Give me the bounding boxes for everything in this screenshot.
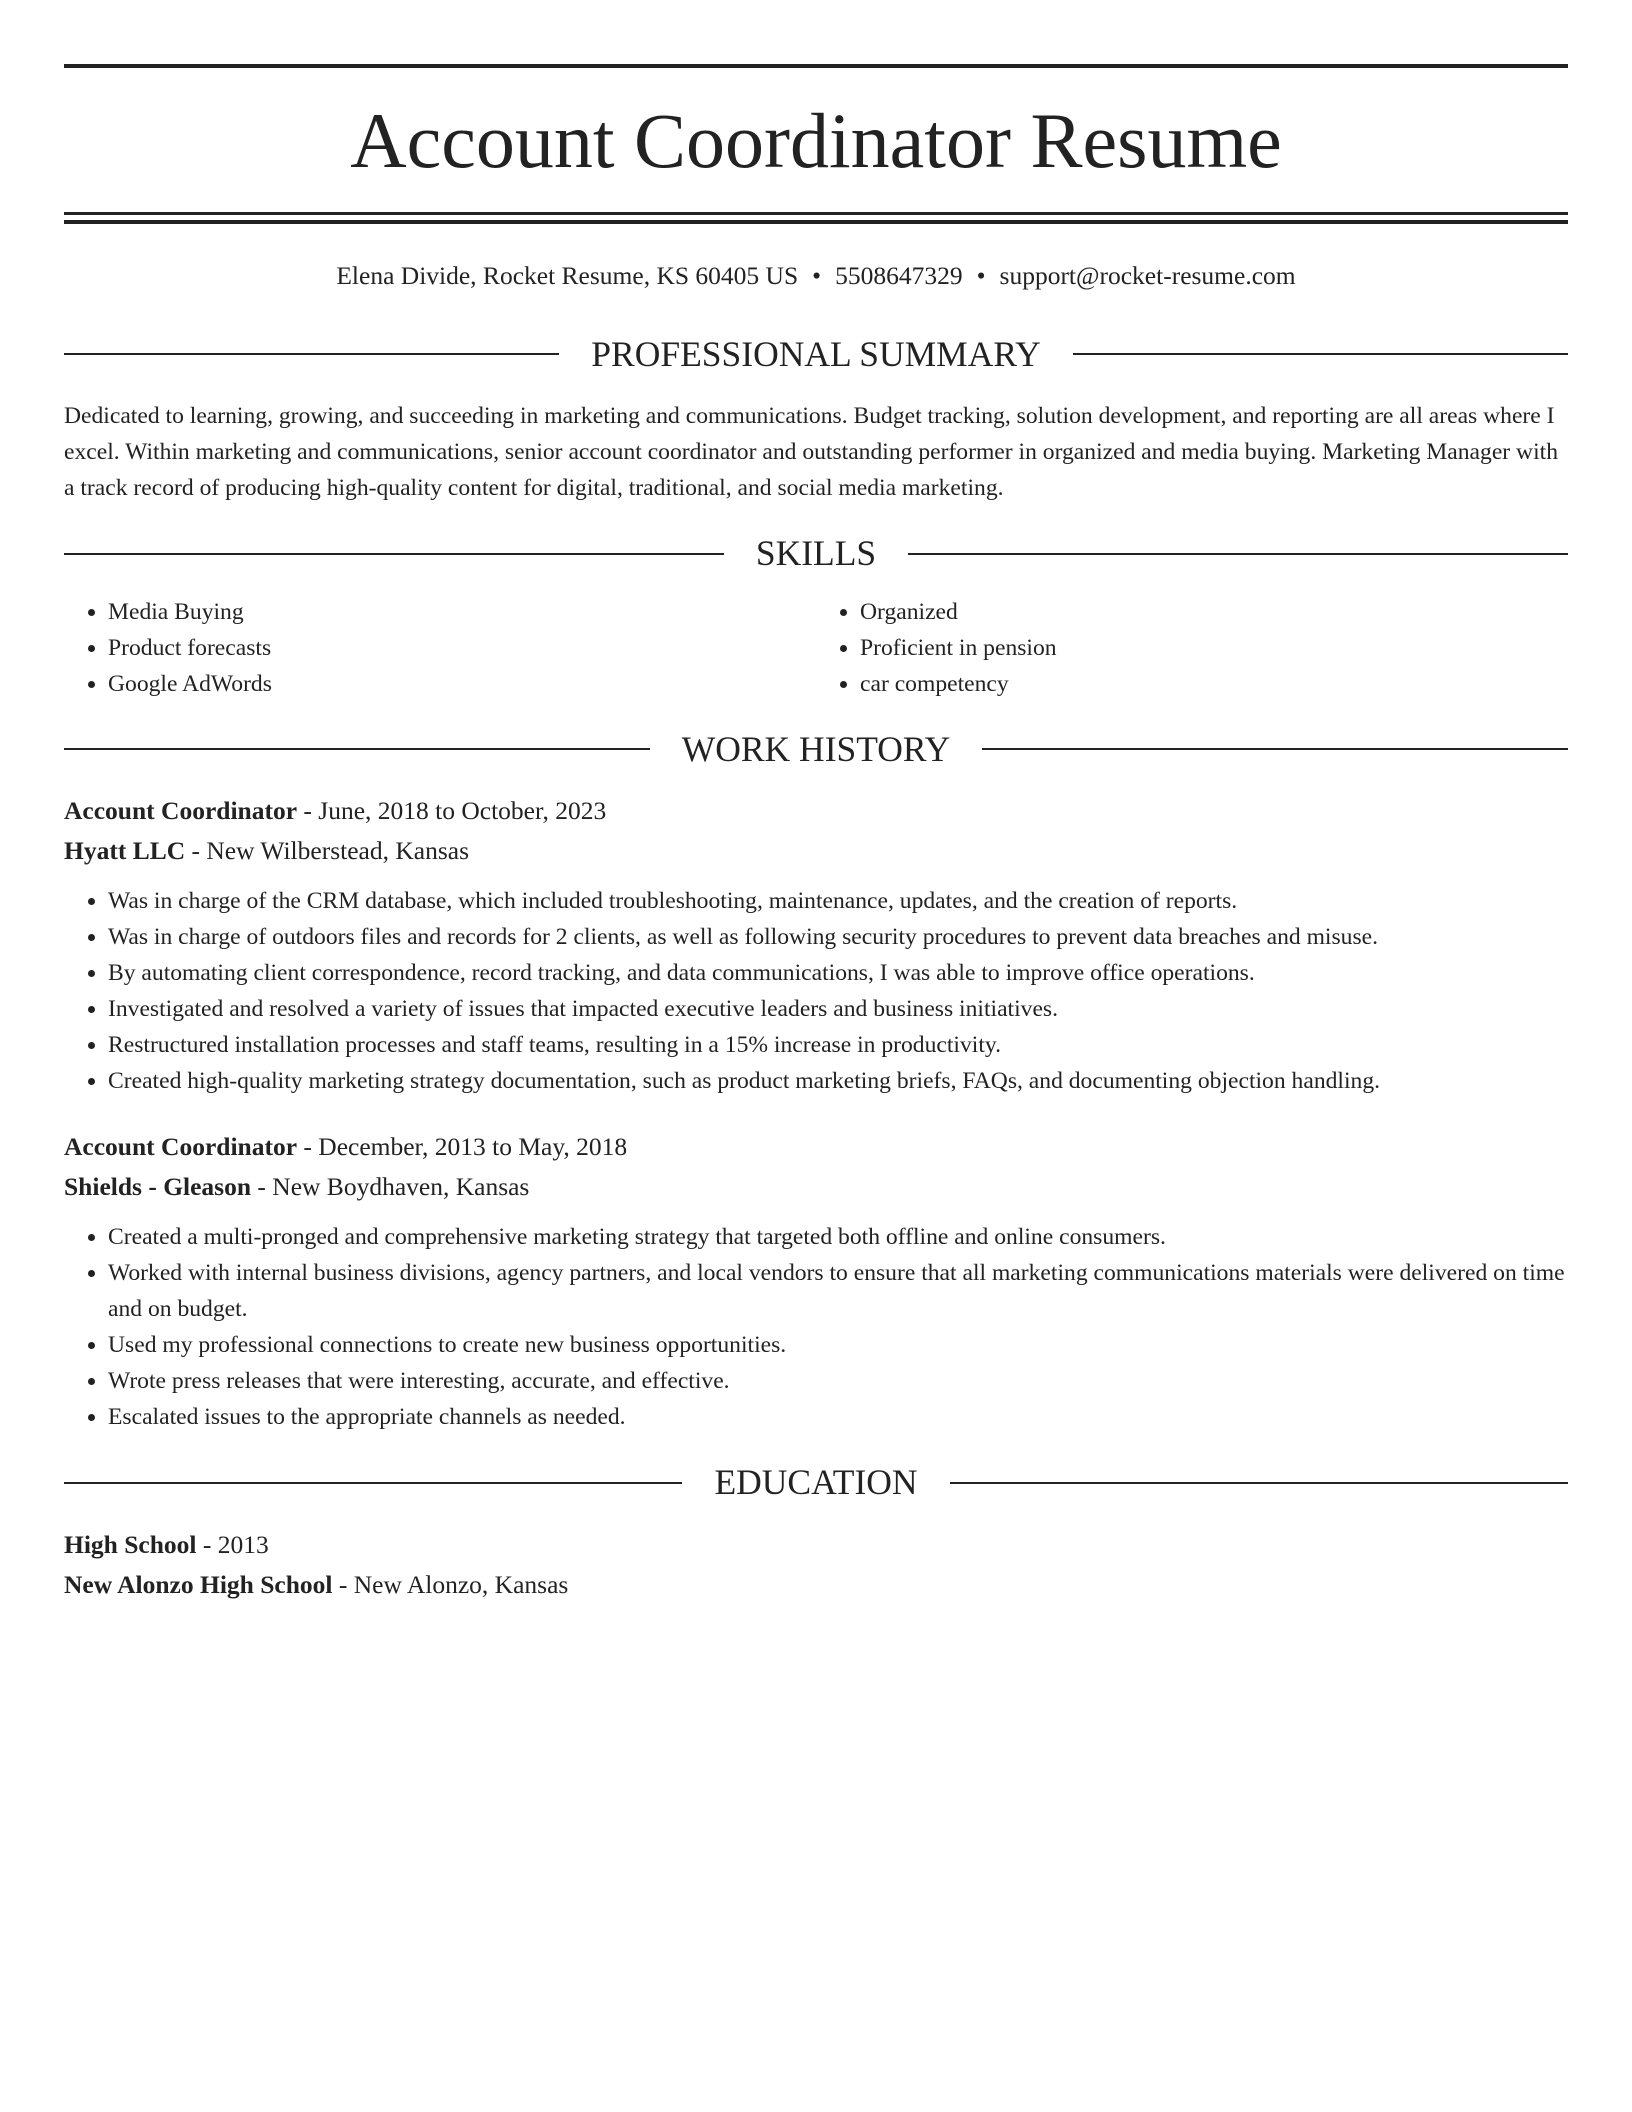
section-divider <box>950 1482 1568 1484</box>
skill-item: • Google AdWords <box>108 666 816 702</box>
skills-column-right <box>816 594 1568 702</box>
section-header-work <box>64 728 1568 769</box>
job-entry <box>64 1127 1568 1435</box>
job-title: Account Coordinator <box>64 1132 298 1161</box>
job-bullet: • Created a multi-pronged and comprehensive marketing strategy that targeted both offline and online consumers. <box>108 1219 1568 1255</box>
section-title: WORK HISTORY <box>681 728 951 769</box>
job-entry <box>64 791 1568 1099</box>
section-divider <box>64 1482 682 1484</box>
job-location: - New Wilberstead, Kansas <box>185 836 469 865</box>
job-dates: - December, 2013 to May, 2018 <box>297 1132 628 1161</box>
skill-item: • Organized <box>860 594 1568 630</box>
job-location: - New Boydhaven, Kansas <box>251 1172 530 1201</box>
job-company: Shields - Gleason <box>64 1172 252 1201</box>
contact-separator: • <box>976 261 986 290</box>
job-company-line <box>64 1167 1568 1207</box>
job-bullet: • Restructured installation processes and staff teams, resulting in a 15% increase in productivity. <box>108 1027 1568 1063</box>
job-bullet: • By automating client correspondence, record tracking, and data communications, I was able to improve office operations. <box>108 955 1568 991</box>
job-bullet: • Escalated issues to the appropriate channels as needed. <box>108 1399 1568 1435</box>
top-rule <box>64 64 1568 68</box>
job-bullets <box>64 1219 1568 1435</box>
summary-text: Dedicated to learning, growing, and succeeding in marketing and communications. Budget tracking, solution development, and reporting are all areas where I excel. Within marketing and communications, senior account coordinator and outstanding performer in organized and media buying. Marketing Manager with a track record of producing high-quality content for digital, traditional, and social media marketing. <box>64 403 1558 501</box>
education-degree-line <box>64 1525 1568 1565</box>
job-bullets <box>64 883 1568 1099</box>
section-divider <box>982 748 1568 750</box>
section-title: SKILLS <box>755 533 877 573</box>
education-school: New Alonzo High School <box>64 1569 333 1599</box>
job-bullet: • Was in charge of the CRM database, which included troubleshooting, maintenance, updates, and the creation of reports. <box>108 883 1568 919</box>
job-title-line <box>64 1127 1568 1167</box>
job-dates: - June, 2018 to October, 2023 <box>297 796 607 825</box>
job-title-line <box>64 791 1568 831</box>
resume-title: Account Coordinator Resume <box>350 97 1282 184</box>
job-company: Hyatt LLC <box>64 836 186 865</box>
contact-email: support@rocket-resume.com <box>999 261 1296 290</box>
section-divider <box>64 353 559 355</box>
contact-phone: 5508647329 <box>835 261 963 290</box>
resume-page <box>64 64 1568 1605</box>
education-degree: High School <box>64 1529 197 1559</box>
skill-item: • Media Buying <box>108 594 816 630</box>
job-bullet: • Created high-quality marketing strategy documentation, such as product marketing briefs, FAQs, and documenting objection handling. <box>108 1063 1568 1099</box>
job-company-line <box>64 831 1568 871</box>
section-title: EDUCATION <box>714 1462 918 1502</box>
section-divider <box>64 553 724 555</box>
education-location: - New Alonzo, Kansas <box>332 1569 569 1599</box>
title-rule-lower <box>64 220 1568 224</box>
skill-item: • Product forecasts <box>108 630 816 666</box>
job-bullet: • Was in charge of outdoors files and records for 2 clients, as well as following security procedures to prevent data breaches and misuse. <box>108 919 1568 955</box>
job-bullet: • Wrote press releases that were interesting, accurate, and effective. <box>108 1363 1568 1399</box>
skills-column-left <box>64 594 816 702</box>
skill-item: • Proficient in pension <box>860 630 1568 666</box>
section-title: PROFESSIONAL SUMMARY <box>591 333 1041 374</box>
job-bullet: • Used my professional connections to create new business opportunities. <box>108 1327 1568 1363</box>
education-year: - 2013 <box>196 1529 269 1559</box>
job-title: Account Coordinator <box>64 796 298 825</box>
section-header-skills <box>64 533 1568 573</box>
section-divider <box>1073 353 1568 355</box>
job-bullet: • Investigated and resolved a variety of issues that impacted executive leaders and business initiatives. <box>108 991 1568 1027</box>
section-divider <box>908 553 1568 555</box>
contact-line <box>64 263 1568 289</box>
contact-address: Elena Divide, Rocket Resume, KS 60405 US <box>336 261 799 290</box>
skill-item: • car competency <box>860 666 1568 702</box>
education-school-line <box>64 1565 1568 1605</box>
skills-list <box>64 594 1568 702</box>
job-bullet: • Worked with internal business divisions, agency partners, and local vendors to ensure that all marketing communications materials were delivered on time and on budget. <box>108 1255 1568 1327</box>
section-header-education <box>64 1462 1568 1502</box>
contact-separator: • <box>812 261 822 290</box>
education-entry <box>64 1525 1568 1605</box>
section-header-summary <box>64 333 1568 374</box>
section-divider <box>64 748 650 750</box>
